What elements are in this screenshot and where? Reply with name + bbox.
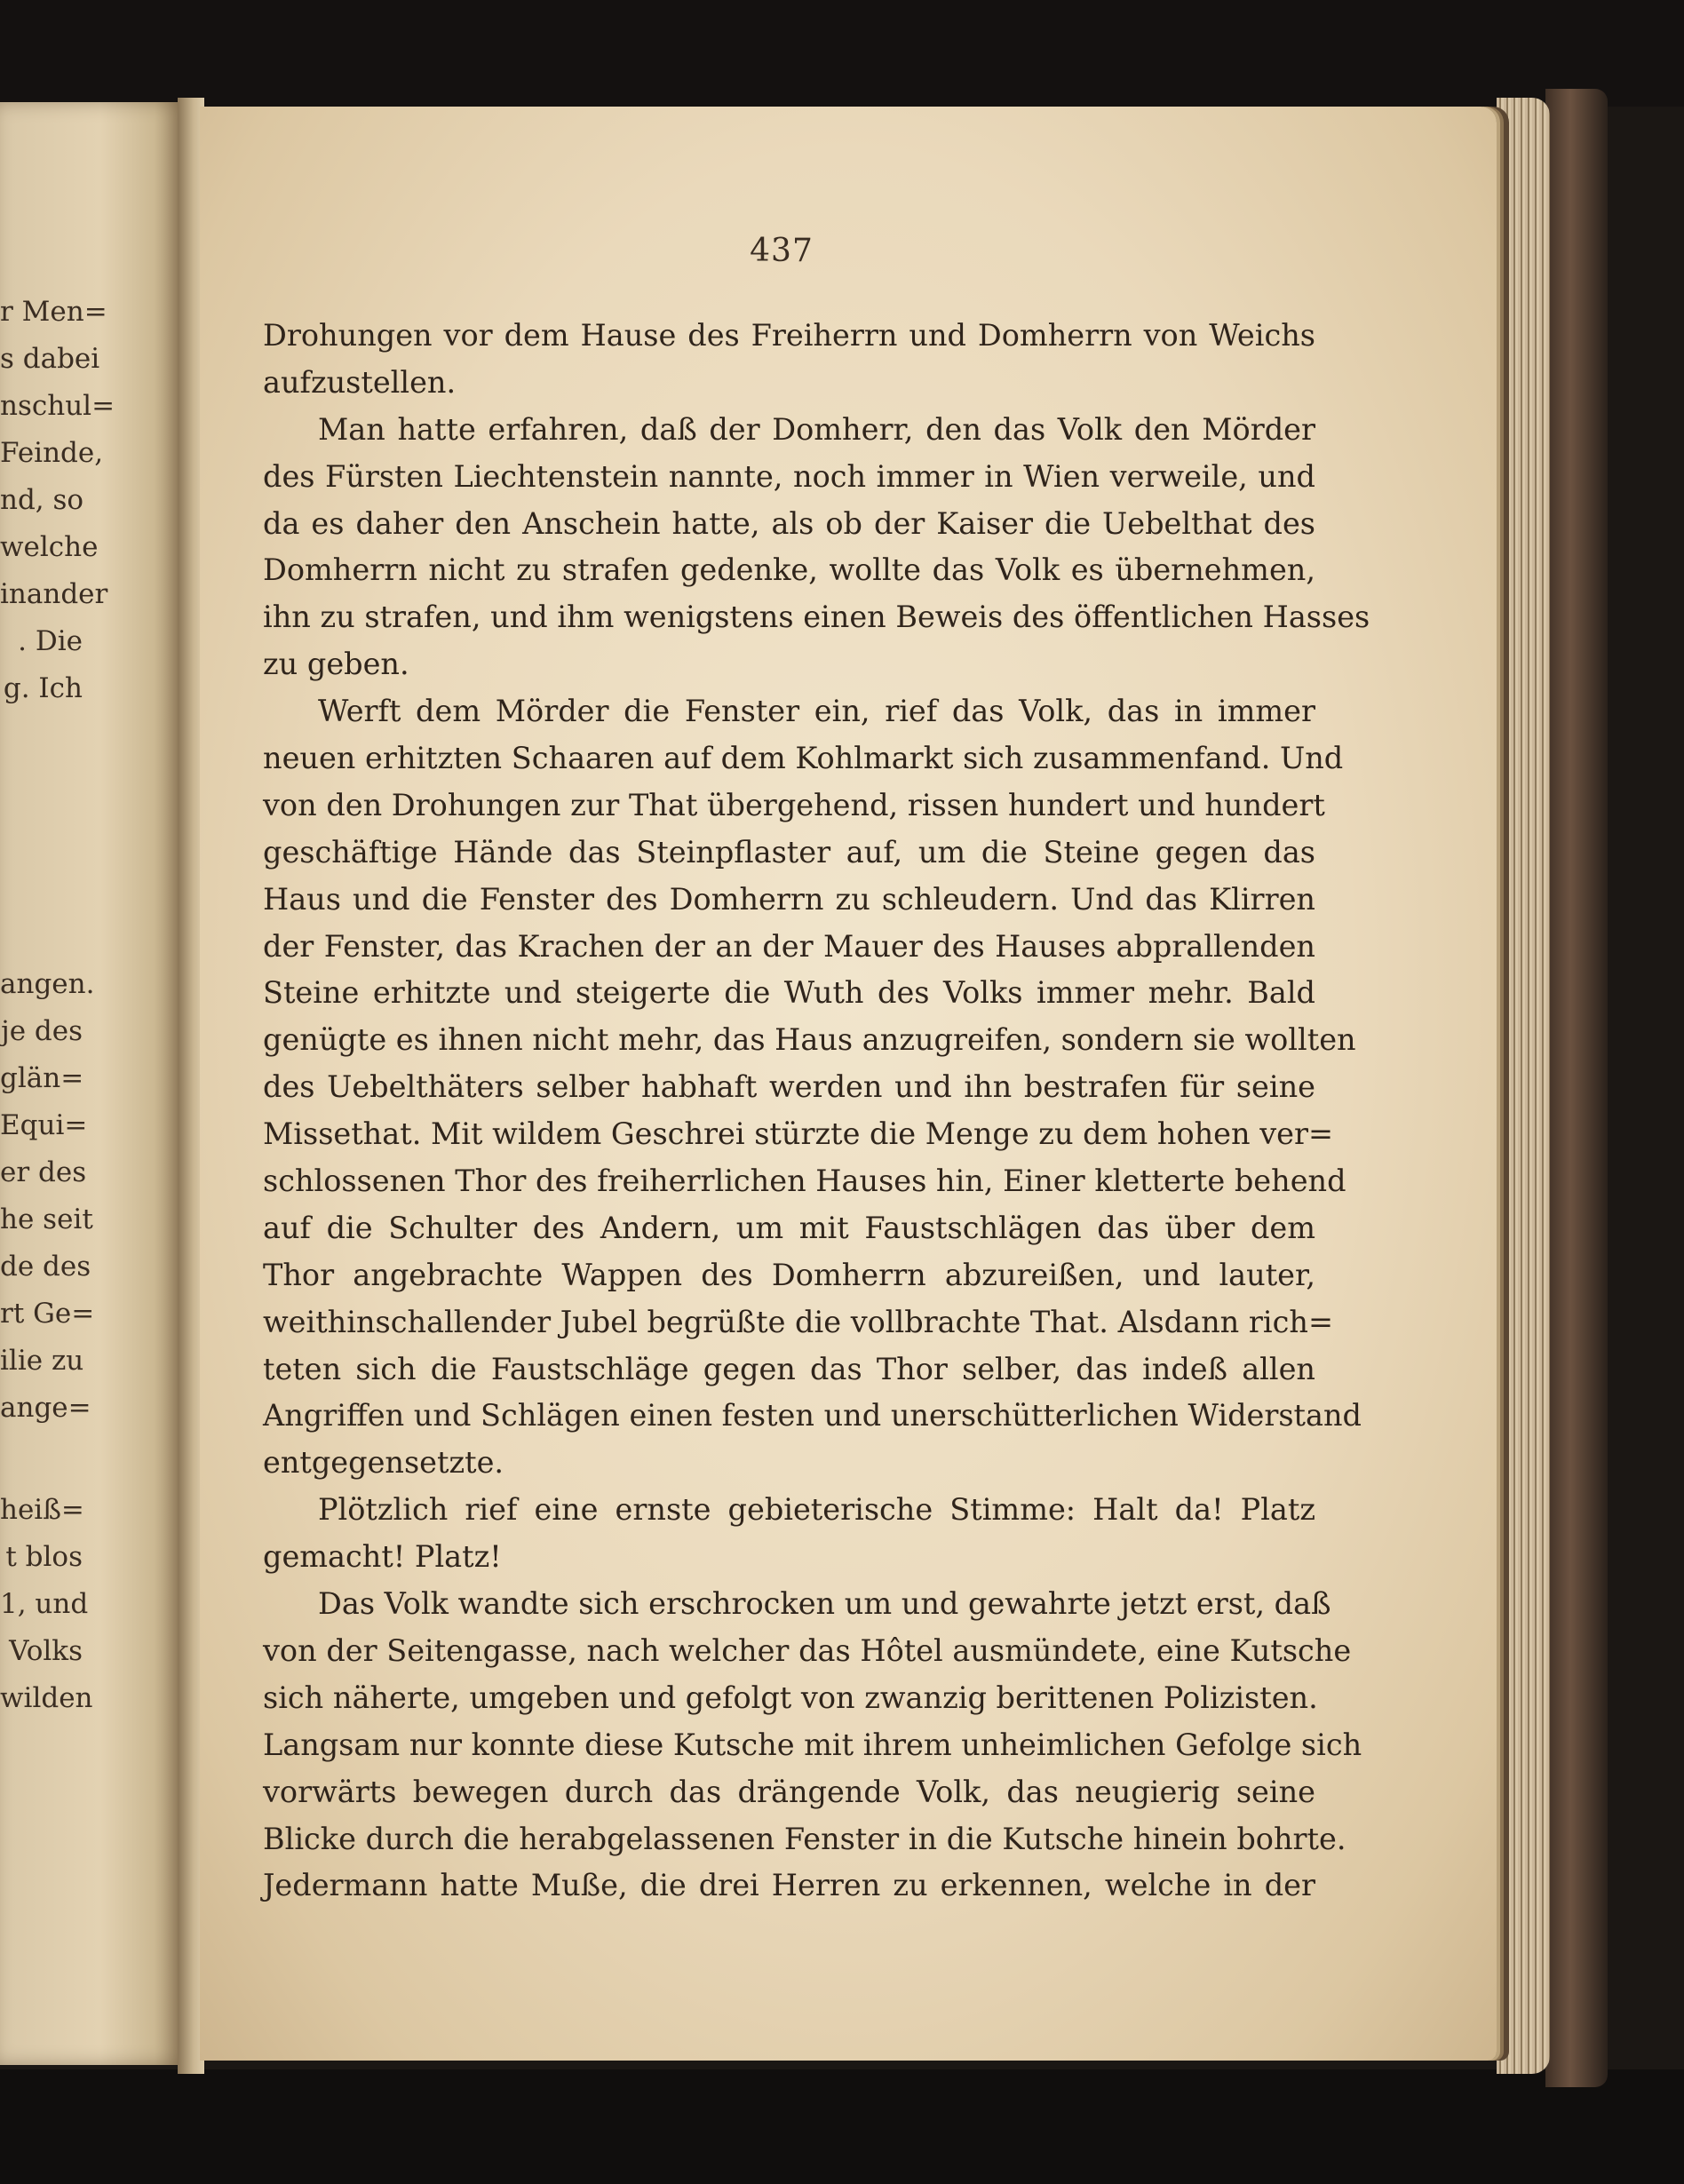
text-line: Angriffen und Schlägen einen festen und unerschütterlichen Widerstand — [263, 1398, 1362, 1433]
text-line: Haus und die Fenster des Domherrn zu schleudern. Und das Klirren — [263, 881, 1315, 917]
left-line: s dabei — [0, 343, 100, 375]
left-line: welche — [0, 531, 99, 563]
text-line: geschäftige Hände das Steinpflaster auf, um die Steine gegen das — [263, 834, 1315, 870]
text-line: von der Seitengasse, nach welcher das Hôtel ausmündete, eine Kutsche — [263, 1632, 1352, 1668]
left-line: Equi= — [0, 1109, 88, 1141]
left-page-text — [0, 289, 115, 1722]
text-line: genügte es ihnen nicht mehr, das Haus anzugreifen, sondern sie wollten — [263, 1022, 1356, 1058]
text-line: Steine erhitzte und steigerte die Wuth des Volks immer mehr. Bald — [263, 975, 1315, 1011]
text-line: vorwärts bewegen durch das drängende Volk, das neugierig seine — [263, 1774, 1315, 1809]
left-line: he seit — [0, 1203, 93, 1235]
text-line: weithinschallender Jubel begrüßte die vollbrachte That. Alsdann rich= — [263, 1304, 1334, 1339]
text-line: Blicke durch die herabgelassenen Fenster in die Kutsche hinein bohrte. — [263, 1821, 1346, 1856]
book-cover-edge — [1545, 89, 1608, 2087]
text-line: des Uebelthäters selber habhaft werden und ihn bestrafen für seine — [263, 1069, 1315, 1105]
left-line: glän= — [0, 1062, 84, 1094]
text-line: aufzustellen. — [263, 364, 457, 400]
page-number: 437 — [750, 233, 814, 269]
left-page — [0, 102, 182, 2065]
left-line: Volks — [9, 1635, 83, 1667]
left-line: . Die — [18, 625, 83, 657]
text-line: Das Volk wandte sich erschrocken um und gewahrte jetzt erst, daß — [318, 1586, 1331, 1622]
text-line: da es daher den Anschein hatte, als ob der Kaiser die Uebelthat des — [263, 505, 1315, 541]
text-line: entgegensetzte. — [263, 1445, 504, 1481]
left-line: wilden — [0, 1682, 93, 1714]
left-line: nd, so — [0, 484, 84, 516]
left-line: de des — [0, 1251, 91, 1283]
text-line: ihn zu strafen, und ihm wenigstens einen Beweis des öffentlichen Hasses — [263, 600, 1370, 635]
text-line: Missethat. Mit wildem Geschrei stürzte die Menge zu dem hohen ver= — [263, 1116, 1334, 1152]
text-line: von den Drohungen zur That übergehend, rissen hundert und hundert — [263, 787, 1325, 822]
left-line: heiß= — [0, 1494, 84, 1526]
text-line: Thor angebrachte Wappen des Domherrn abzureißen, und lauter, — [263, 1257, 1315, 1292]
left-line: rt Ge= — [0, 1298, 95, 1330]
text-line: auf die Schulter des Andern, um mit Faustschlägen das über dem — [263, 1210, 1315, 1245]
text-line: Plötzlich rief eine ernste gebieterische Stimme: Halt da! Platz — [318, 1492, 1315, 1528]
text-line: teten sich die Faustschläge gegen das Thor selber, das indeß allen — [263, 1351, 1315, 1386]
text-line: Domherrn nicht zu strafen gedenke, wollte das Volk es übernehmen, — [263, 552, 1315, 588]
text-line: der Fenster, das Krachen der an der Mauer des Hauses abprallenden — [263, 928, 1315, 964]
left-line: r Men= — [0, 296, 107, 328]
left-line: nschul= — [0, 390, 115, 422]
left-line: ange= — [0, 1392, 91, 1424]
left-line: g. Ich — [3, 672, 83, 704]
left-line: 1, und — [0, 1588, 89, 1620]
text-line: des Fürsten Liechtenstein nannte, noch immer in Wien verweile, und — [263, 458, 1315, 494]
text-line: schlossenen Thor des freiherrlichen Hauses hin, Einer kletterte behend — [263, 1163, 1346, 1199]
text-line: Drohungen vor dem Hause des Freiherrn und Domherrn von Weichs — [263, 318, 1315, 353]
text-line: Man hatte erfahren, daß der Domherr, den das Volk den Mörder — [318, 411, 1315, 447]
text-line: gemacht! Platz! — [263, 1539, 502, 1575]
text-line: Langsam nur konnte diese Kutsche mit ihrem unheimlichen Gefolge sich — [263, 1727, 1362, 1762]
text-line: Jedermann hatte Muße, die drei Herren zu erkennen, welche in der — [263, 1868, 1315, 1903]
text-line: zu geben. — [263, 647, 409, 682]
text-line: sich näherte, umgeben und gefolgt von zwanzig berittenen Polizisten. — [263, 1680, 1318, 1715]
left-line: ilie zu — [0, 1345, 84, 1377]
page-body-text — [263, 313, 1370, 1910]
page-edges — [1497, 98, 1550, 2074]
left-line: er des — [0, 1156, 87, 1188]
left-line: inander — [0, 578, 108, 610]
left-line: angen. — [0, 968, 95, 1000]
background-top — [0, 0, 1684, 107]
left-line: t blos — [5, 1541, 83, 1573]
background-bottom — [0, 2069, 1684, 2184]
left-line: je des — [1, 1015, 83, 1047]
left-line: Feinde, — [0, 437, 104, 469]
text-line: Werft dem Mörder die Fenster ein, rief das Volk, das in immer — [318, 694, 1315, 729]
text-line: neuen erhitzten Schaaren auf dem Kohlmarkt sich zusammenfand. Und — [263, 741, 1344, 776]
